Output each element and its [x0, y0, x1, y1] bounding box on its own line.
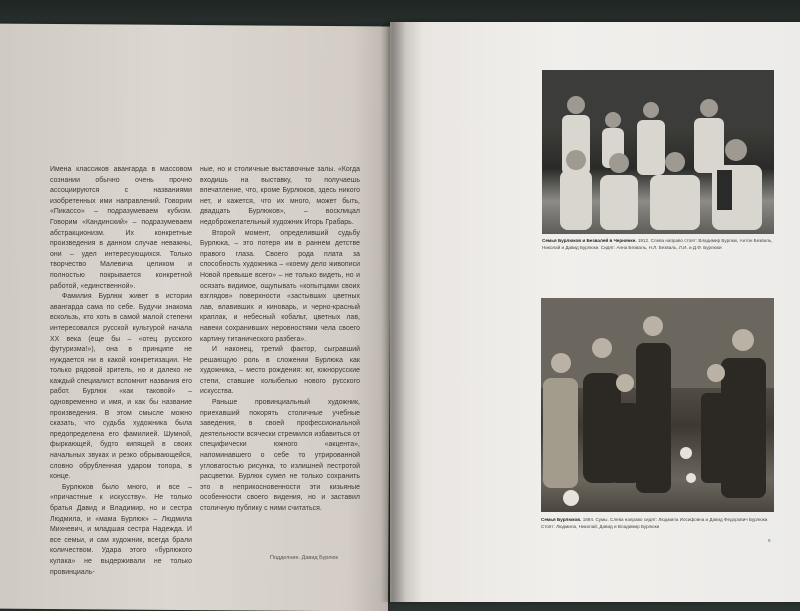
page-number: 9 — [768, 538, 771, 543]
page-footer: Подделние. Давид Бурлюк — [270, 555, 338, 561]
caption-title: Семья Бурлюков и Безвалей в Чернянке. — [542, 238, 637, 243]
caption-text: 1894. Сумы. Слева направо сидят: Людмила Иосифовна и Давид Федорович Бурлюки. Стоят: Людмила, Николай, Давид и Владимир Бурлюки — [541, 517, 769, 529]
text-column-2 — [200, 165, 360, 515]
caption-title: Семья Бурлюков. — [541, 517, 582, 522]
paragraph: Бурлюков было много, и все – «причастные к искусству». Не только братья Давид и Владимир, но и сестра Людмила, и «мама Бурлюк» – Людмила Михневич, и младшая сестра Надежда. И все семьи, и сам художник, всегда брали количеством. Удара этого «бурлюкого кулака» не выдерживали не только провинциаль- — [50, 483, 192, 576]
paragraph: И наконец, третий фактор, сыгравший решающую роль в сложении Бурлюка как художника, – место рождения: юг, южнорусские степи, ставшие колыбелью нового русского искусства. — [200, 346, 360, 396]
book-gutter — [380, 22, 406, 602]
paragraph: Фамилия Бурлюк живет в истории авангарда сама по себе. Будучи знакома вскользь, кто хоть в самой малой степени интересовался русской культурой начала XX века (еще бы – «отец русского футуризма!»), она в принципе не нуждается ни в какой конкретизации. Не только рядовой зритель, но и далеко не каждый специалист вспомнит названия его работ. Бурлюк «как таковой» – одновременно и имя, и как бы название произведения. В этом смысле можно сказать, что судьба художника была предопределена его фамилией. Шумной, фыркающей, будто кипящей в своих начальных звуках и резко обрывающейся, словно обрубленная ударом топора, в конце. — [50, 293, 192, 481]
paragraph: ные, но и столичные выставочные залы. «Когда входишь на выставку, то получаешь впечатление, что, кроме Бурлюков, здесь никого нет, и кажется, что их много, может быть, двадцать Бурлюков», – восклицал недоброжелательный художник Игорь Грабарь. — [200, 166, 360, 226]
paragraph: Второй момент, определивший судьбу Бурлюка, – это потеря им в раннем детстве правого глаза. Своего рода плата за способность художника – «коему дело живописи Новой превыше всего» – не только видеть, но и осязать видимое, ощупывать «копытцами своих взглядов» поверхности «застывших цветных лав, влавивших и киноварь, и черно-красный краплак, и небесный кобальт, цветных лав, навеки сохранивших неровностями чела своего картину титанического разбега». — [200, 229, 360, 343]
text-column-1 — [50, 165, 192, 578]
photo-caption-2 — [541, 517, 774, 530]
paragraph: Имена классиков авангарда в массовом сознании обычно очень прочно ассоциируются с названиями изобретенных ими направлений. Говорим «Пикассо» – подразумеваем кубизм. Говорим «Кандинский» – подразумеваем абстракционизм. Их конкретные произведения в данном случае неважны, они – удел интересующихся. Только творчество Малевича целиком и полностью покрывается конкретной работой, «единственной». — [50, 166, 192, 290]
photo-caption-1 — [542, 238, 774, 251]
caption-text: 1912. Слева направо стоят: Владимир Бурлюк, Антон Безваль, Николай и Давид Бурлюки. Сидят: Анна Безваль, Н.Л. Безваль, Л.И. и Д.Ф. Бурлюки — [542, 238, 773, 250]
paragraph: Раньше провинциальный художник, приехавший покорять столичные учебные заведения, в своей профессиональной деятельности всячески стремился избавиться от специфически южного «акцента», напоминавшего о себе то утрированной угловатостью рисунка, то излишней пестротой расцветки. Бурлюк сумел не только сохранить это в неприкосновенности эти кизьяные особенности своего видения, но и заставил столичную публику с ними считаться. — [200, 399, 360, 512]
family-photo-1912 — [542, 70, 774, 234]
family-photo-1894 — [541, 298, 774, 512]
